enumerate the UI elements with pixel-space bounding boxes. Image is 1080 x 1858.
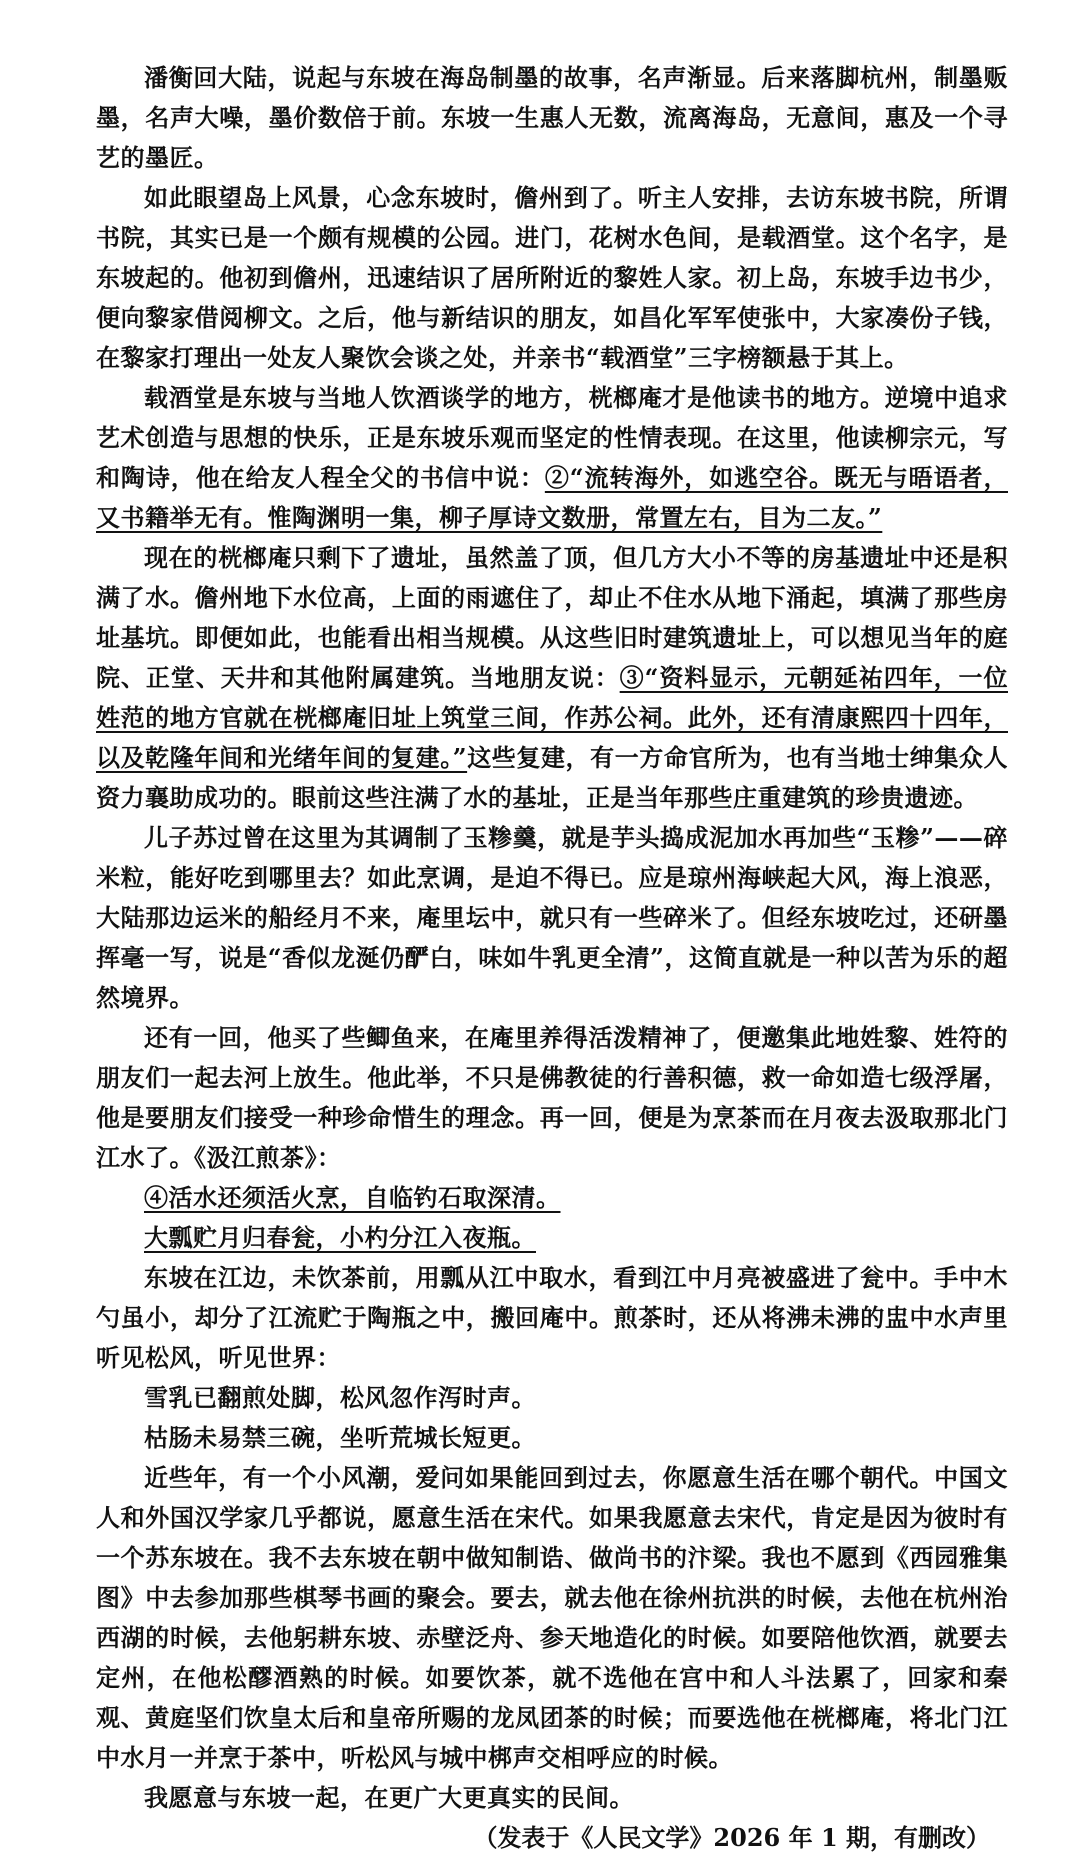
underlined-quote-3: ③“资料显示，元朝延祐四年，一位姓范的地方官就在桄榔庵旧址上筑堂三间，作苏公祠。此外，还有清康熙四十四年，以及乾隆年间和光绪年间的复建。” <box>96 663 1008 772</box>
poem-line-3: 雪乳已翻煎处脚，松风忽作泻时声。 <box>144 1383 536 1412</box>
poem-line-2: 大瓢贮月归春瓮，小杓分江入夜瓶。 <box>144 1223 536 1252</box>
paragraph-8: 近些年，有一个小风潮，爱问如果能回到过去，你愿意生活在哪个朝代。中国文人和外国汉学家几乎都说，愿意生活在宋代。如果我愿意去宋代，肯定是因为彼时有一个苏东坡在。我不去东坡在朝中做知制诰、做尚书的汴梁。我也不愿到《西园雅集图》中去参加那些棋琴书画的聚会。要去，就去他在徐州抗洪的时候，去他在杭州治西湖的时候，去他躬耕东坡、赤壁泛舟、参天地造化的时候。如要陪他饮酒，就要去定州，在他松醪酒熟的时候。如要饮茶，就不选他在宫中和人斗法累了，回家和秦观、黄庭坚们饮皇太后和皇帝所赐的龙凤团茶的时候；而要选他在桄榔庵，将北门江中水月一并烹于茶中，听松风与城中梆声交相呼应的时候。 <box>96 1463 1008 1772</box>
underlined-quote-2: ②“流转海外，如逃空谷。既无与晤语者，又书籍举无有。惟陶渊明一集，柳子厚诗文数册，常置左右，目为二友。” <box>96 463 1008 532</box>
paragraph-7: 东坡在江边，未饮茶前，用瓢从江中取水，看到江中月亮被盛进了瓮中。手中木勺虽小，却分了江流贮于陶瓶之中，搬回庵中。煎茶时，还从将沸未沸的盅中水声里听见松风，听见世界： <box>96 1263 1008 1372</box>
paragraph-1: 潘衡回大陆，说起与东坡在海岛制墨的故事，名声渐显。后来落脚杭州，制墨贩墨，名声大噪，墨价数倍于前。东坡一生惠人无数，流离海岛，无意间，惠及一个寻艺的墨匠。 <box>96 63 1008 172</box>
paragraph-4: 现在的桄榔庵只剩下了遗址，虽然盖了顶，但几方大小不等的房基遗址中还是积满了水。儋州地下水位高，上面的雨遮住了，却止不住水从地下涌起，填满了那些房址基坑。即便如此，也能看出相当规模。从这些旧时建筑遗址上，可以想见当年的庭院、正堂、天井和其他附属建筑。当地朋友说：③“资料显示，元朝延祐四年，一位姓范的地方官就在桄榔庵旧址上筑堂三间，作苏公祠。此外，还有清康熙四十四年，以及乾隆年间和光绪年间的复建。”这些复建，有一方命官所为，也有当地士绅集众人资力襄助成功的。眼前这些注满了水的基址，正是当年那些庄重建筑的珍贵遗迹。 <box>96 543 1009 812</box>
article-body <box>96 58 1008 1858</box>
paragraph-2: 如此眼望岛上风景，心念东坡时，儋州到了。听主人安排，去访东坡书院，所谓书院，其实已是一个颇有规模的公园。进门，花树水色间，是载酒堂。这个名字，是东坡起的。他初到儋州，迅速结识了居所附近的黎姓人家。初上岛，东坡手边书少，便向黎家借阅柳文。之后，他与新结识的朋友，如昌化军军使张中，大家凑份子钱，在黎家打理出一处友人聚饮会谈之处，并亲书“载酒堂”三字榜额悬于其上。 <box>96 183 1008 372</box>
paragraph-9: 我愿意与东坡一起，在更广大更真实的民间。 <box>144 1783 634 1812</box>
paragraph-6: 还有一回，他买了些鲫鱼来，在庵里养得活泼精神了，便邀集此地姓黎、姓符的朋友们一起去河上放生。他此举，不只是佛教徒的行善积德，救一命如造七级浮屠，他是要朋友们接受一种珍命惜生的理念。再一回，便是为烹茶而在月夜去汲取那北门江水了。《汲江煎茶》： <box>96 1023 1008 1172</box>
poem-line-4: 枯肠未易禁三碗，坐听荒城长短更。 <box>144 1423 536 1452</box>
poem-line-1: ④活水还须活火烹，自临钓石取深清。 <box>144 1183 561 1212</box>
paragraph-3: 载酒堂是东坡与当地人饮酒谈学的地方，桄榔庵才是他读书的地方。逆境中追求艺术创造与思想的快乐，正是东坡乐观而坚定的性情表现。在这里，他读柳宗元，写和陶诗，他在给友人程全父的书信中说：②“流转海外，如逃空谷。既无与晤语者，又书籍举无有。惟陶渊明一集，柳子厚诗文数册，常置左右，目为二友。” <box>96 383 1008 532</box>
source-note: （发表于《人民文学》2026 年 1 期，有删改） <box>473 1823 990 1852</box>
paragraph-5: 儿子苏过曾在这里为其调制了玉糁羹，就是芋头捣成泥加水再加些“玉糁”——碎米粒，能好吃到哪里去？如此烹调，是迫不得已。应是琼州海峡起大风，海上浪恶，大陆那边运米的船经月不来，庵里坛中，就只有一些碎米了。但经东坡吃过，还研墨挥毫一写，说是“香似龙涎仍酽白，味如牛乳更全清”，这简直就是一种以苦为乐的超然境界。 <box>96 823 1008 1012</box>
